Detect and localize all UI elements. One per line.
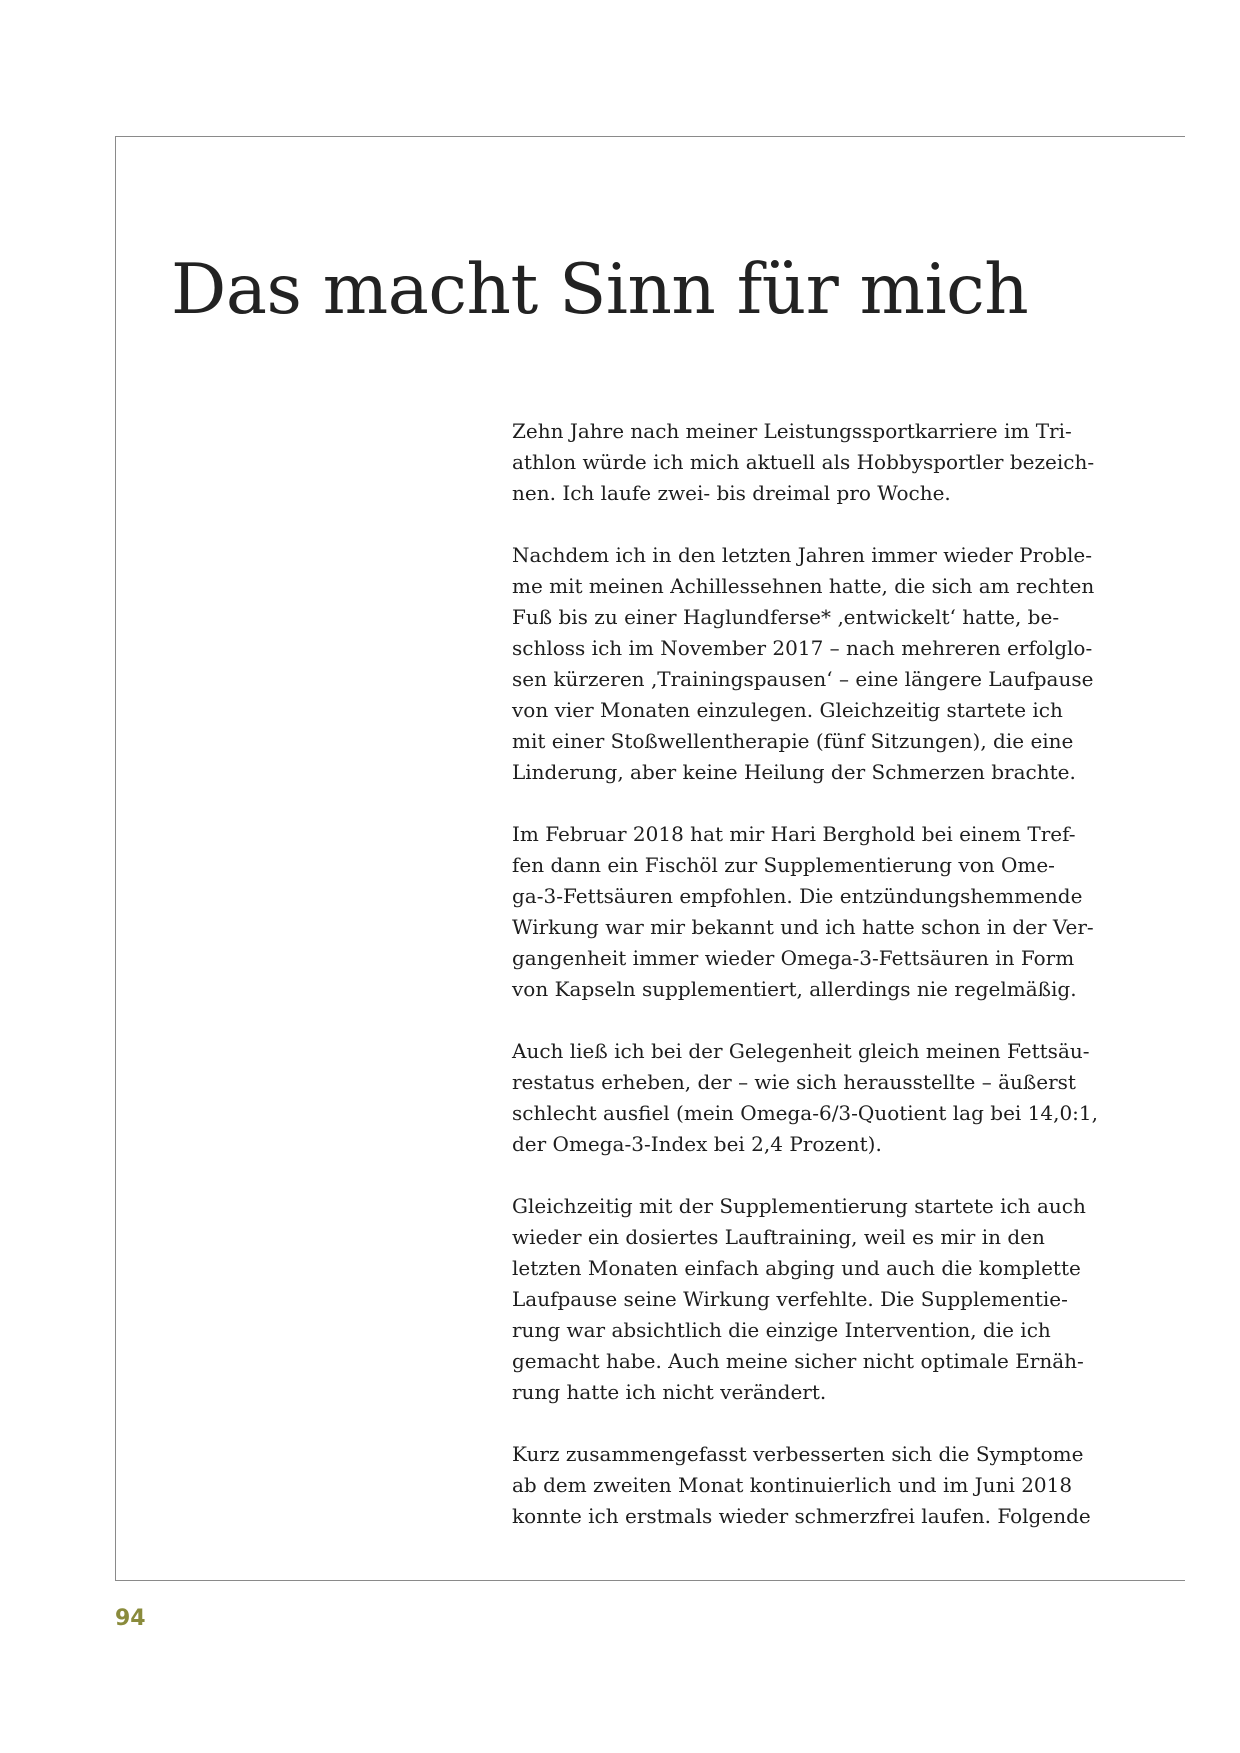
paragraph [512, 1191, 1132, 1408]
paragraph [512, 540, 1132, 788]
text-line: Im Februar 2018 hat mir Hari Berghold bei einem Tref- [512, 822, 1076, 846]
text-line: mit einer Stoßwellentherapie (fünf Sitzungen), die eine [512, 729, 1074, 753]
text-line: Linderung, aber keine Heilung der Schmerzen brachte. [512, 760, 1076, 784]
text-line: Laufpause seine Wirkung verfehlte. Die Supplementie- [512, 1287, 1068, 1311]
text-line: der Omega-3-Index bei 2,4 Prozent). [512, 1132, 882, 1156]
text-line: gemacht habe. Auch meine sicher nicht optimale Ernäh- [512, 1349, 1084, 1373]
text-line: athlon würde ich mich aktuell als Hobbysportler bezeich- [512, 450, 1095, 474]
text-line: Auch ließ ich bei der Gelegenheit gleich meinen Fettsäu- [512, 1039, 1090, 1063]
text-line: wieder ein dosiertes Lauftraining, weil es mir in den [512, 1225, 1045, 1249]
text-line: Fuß bis zu einer Haglundferse* ‚entwickelt‘ hatte, be- [512, 605, 1060, 629]
text-line: rung hatte ich nicht verändert. [512, 1380, 827, 1404]
body-text [512, 416, 1132, 1563]
text-line: Nachdem ich in den letzten Jahren immer wieder Proble- [512, 543, 1093, 567]
text-line: nen. Ich laufe zwei- bis dreimal pro Woche. [512, 481, 951, 505]
text-line: von vier Monaten einzulegen. Gleichzeitig startete ich [512, 698, 1063, 722]
paragraph [512, 1036, 1132, 1160]
paragraph [512, 1439, 1132, 1532]
page-title: Das macht Sinn für mich [171, 250, 1029, 330]
text-line: ab dem zweiten Monat kontinuierlich und im Juni 2018 [512, 1473, 1073, 1497]
text-line: Gleichzeitig mit der Supplementierung startete ich auch [512, 1194, 1086, 1218]
paragraph [512, 819, 1132, 1005]
text-line: schlecht ausfiel (mein Omega-6/3-Quotient lag bei 14,0:1, [512, 1101, 1099, 1125]
text-line: von Kapseln supplementiert, allerdings nie regelmäßig. [512, 977, 1077, 1001]
text-line: restatus erheben, der – wie sich herausstellte – äußerst [512, 1070, 1076, 1094]
text-line: Zehn Jahre nach meiner Leistungssportkarriere im Tri- [512, 419, 1072, 443]
text-line: rung war absichtlich die einzige Intervention, die ich [512, 1318, 1051, 1342]
text-line: Kurz zusammengefasst verbesserten sich die Symptome [512, 1442, 1084, 1466]
text-line: fen dann ein Fischöl zur Supplementierung von Ome- [512, 853, 1055, 877]
text-line: konnte ich erstmals wieder schmerzfrei laufen. Folgende [512, 1504, 1091, 1528]
text-line: schloss ich im November 2017 – nach mehreren erfolglo- [512, 636, 1093, 660]
text-line: me mit meinen Achillessehnen hatte, die sich am rechten [512, 574, 1095, 598]
page-number: 94 [115, 1606, 146, 1631]
text-line: letzten Monaten einfach abging und auch die komplette [512, 1256, 1081, 1280]
text-line: sen kürzeren ‚Trainingspausen‘ – eine längere Laufpause [512, 667, 1094, 691]
paragraph [512, 416, 1132, 509]
text-line: Wirkung war mir bekannt und ich hatte schon in der Ver- [512, 915, 1094, 939]
text-line: ga-3-Fettsäuren empfohlen. Die entzündungshemmende [512, 884, 1083, 908]
text-line: gangenheit immer wieder Omega-3-Fettsäuren in Form [512, 946, 1075, 970]
